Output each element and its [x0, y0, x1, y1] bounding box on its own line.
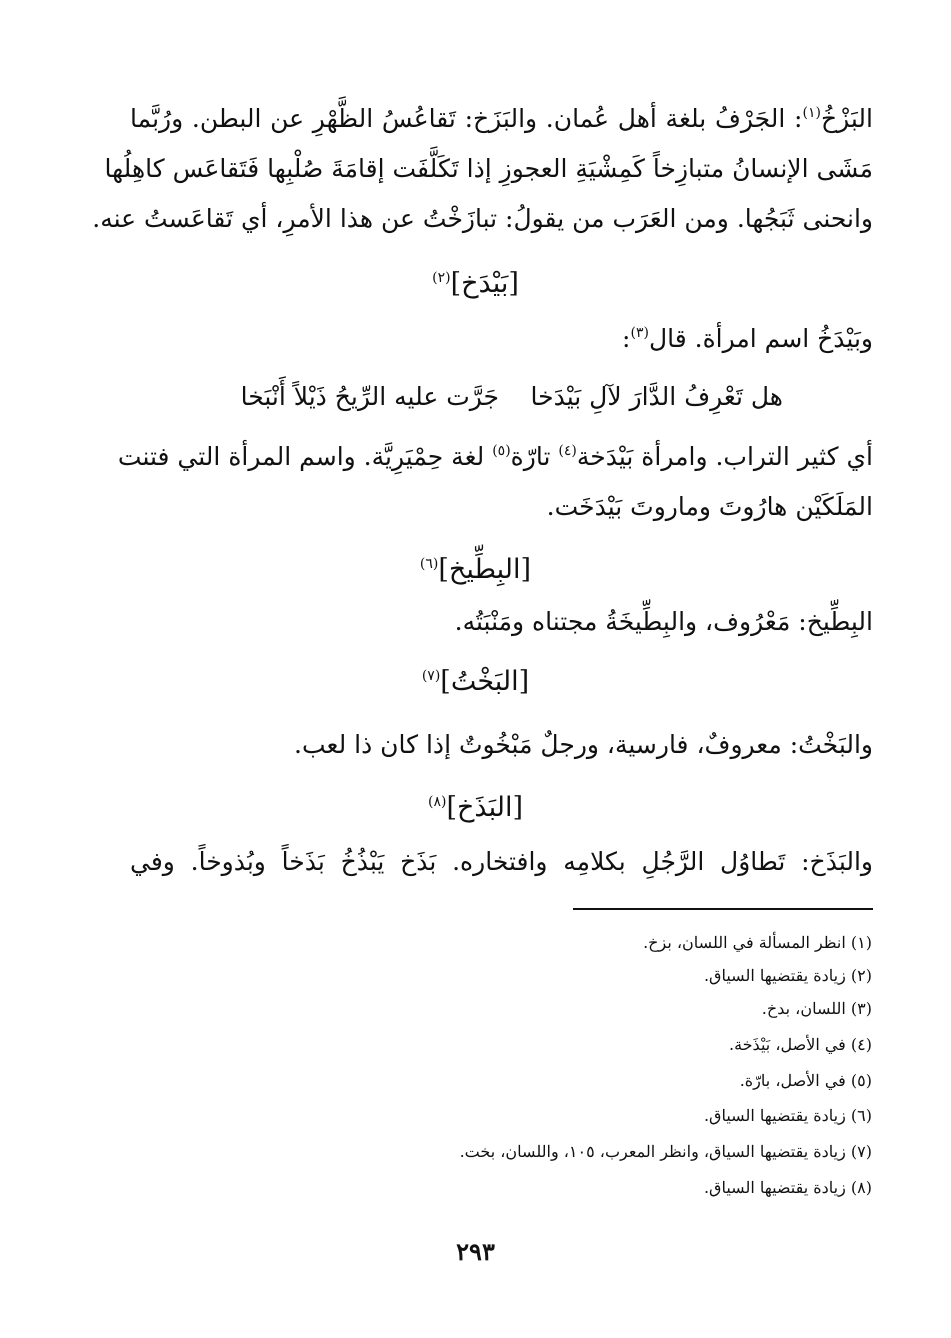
verse-second-hemistich: جَرَّت عليه الرِّيحُ ذَيْلاً أَنْبَخا: [240, 382, 499, 411]
footnote: (١) انظر المسألة في اللسان، بزخ.: [643, 933, 872, 952]
footnote-ref: (٨): [427, 794, 447, 810]
entry-heading: [0, 664, 951, 700]
footnote: (٨) زيادة يقتضيها السياق.: [703, 1178, 872, 1197]
heading-text: [البَخْتُ]: [440, 666, 530, 697]
body-line: المَلَكَيْن هارُوتَ وماروتَ بَيْدَخَت.: [546, 492, 873, 521]
body-line: وانحنى ثَبَجُها. ومن العَرَب من يقولُ: تبازَخْتُ عن هذا الأمرِ، أي تَقاعَستُ عنه.: [92, 204, 873, 233]
footnote-ref: (٦): [419, 556, 439, 572]
footnote: (٣) اللسان، بدخ.: [761, 999, 872, 1018]
footnote-ref: (١): [802, 105, 821, 121]
body-text: وبَيْدَخُ اسم امرأة. قال: [648, 324, 873, 353]
heading-text: [بَيْدَخ]: [450, 268, 519, 299]
body-text: أي كثير التراب. وامرأة بَيْدَخة: [576, 442, 873, 471]
body-line: البِطِّيخ: مَعْرُوف، والبِطِّيخَةُ مجتناه ومَنْبَتُه.: [454, 607, 873, 636]
footnote: (٤) في الأصل، بَيْذَخة.: [729, 1035, 872, 1054]
body-text: لغة حِمْيَرِيَّة. واسم المرأة التي فتنت: [117, 442, 493, 471]
footnote: (٧) زيادة يقتضيها السياق، وانظر المعرب، ١٠٥، واللسان، بخت.: [459, 1142, 872, 1161]
entry-heading: [0, 552, 951, 588]
body-text: : الجَرْفُ بلغة أهل عُمان. والبَزَخ: تَقاعُسُ الظَّهْرِ عن البطن. ورُبَّما: [130, 104, 803, 133]
body-line: [117, 440, 873, 474]
heading-text: [البَذَخ]: [446, 792, 523, 823]
page-number: ٢٩٣: [456, 1237, 495, 1266]
footnote-ref: (٤): [558, 443, 577, 459]
entry-term: البَزْخُ: [820, 104, 873, 133]
body-line: مَشَى الإنسانُ متبازِخاً كَمِشْيَةِ العجوزِ إذا تَكَلَّفَت إقامَةَ صُلْبِها فَتَقاعَس كاهِلُها: [104, 154, 873, 183]
body-line: والبَخْتُ: معروفٌ، فارسية، ورجلٌ مَبْخُوتٌ إذا كان ذا لعب.: [294, 730, 873, 759]
footnote: (٥) في الأصل، بارّة.: [739, 1071, 872, 1090]
body-line: [130, 322, 873, 356]
body-line: والبَذَخ: تَطاوُل الرَّجُلِ بكلامِه وافتخاره. بَذَخ يَبْذُخُ بَذَخاً وبُذوخاً. وفي: [130, 847, 873, 876]
body-text: تارّة: [510, 442, 559, 471]
verse-first-hemistich: هل تَعْرِفُ الدَّارَ لآلِ بَيْدَخا: [530, 382, 783, 411]
footnote-divider: [573, 908, 873, 910]
heading-text: [البِطِّيخ]: [438, 554, 532, 585]
footnote-ref: (٣): [630, 325, 649, 341]
footnote-ref: (٥): [492, 443, 511, 459]
entry-heading: [0, 266, 951, 302]
footnote: (٢) زيادة يقتضيها السياق.: [703, 966, 872, 985]
footnote: (٦) زيادة يقتضيها السياق.: [703, 1106, 872, 1125]
footnote-ref: (٢): [432, 270, 451, 286]
body-line: [130, 102, 873, 136]
body-text: :: [622, 324, 631, 353]
footnote-ref: (٧): [421, 668, 441, 684]
entry-heading: [0, 790, 951, 826]
